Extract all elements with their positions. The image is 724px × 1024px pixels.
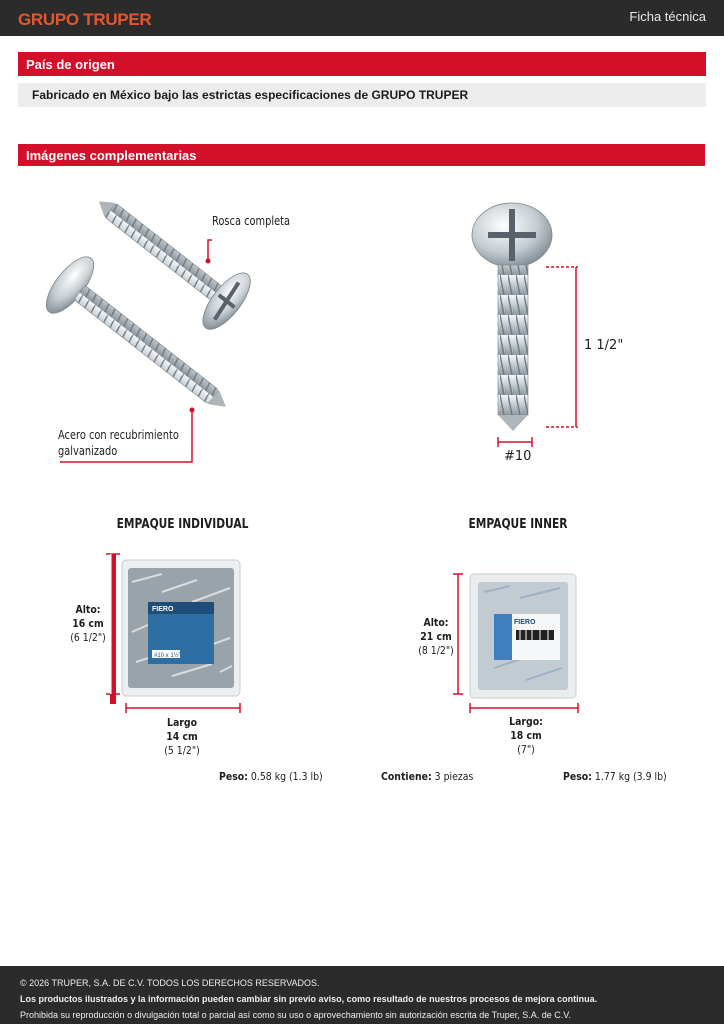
individual-height-block	[64, 603, 112, 645]
images-section-title: Imágenes complementarias	[26, 147, 197, 163]
individual-length-cm: 14 cm	[166, 730, 198, 743]
footer-copyright: © 2026 TRUPER, S.A. DE C.V. TODOS LOS DERECHOS RESERVADOS.	[20, 978, 320, 988]
screw-dimension-illustration	[460, 195, 600, 455]
inner-length-block	[501, 715, 552, 757]
inner-contains	[381, 770, 473, 783]
origin-text: Fabricado en México bajo las estrictas especificaciones de GRUPO TRUPER	[32, 88, 469, 102]
origin-section-header	[18, 52, 706, 76]
images-section-header	[18, 144, 705, 166]
inner-weight-value: 1.77 kg (3.9 lb)	[594, 770, 667, 783]
individual-length-block	[157, 716, 208, 758]
individual-package-bag	[102, 552, 247, 722]
inner-length-cm: 18 cm	[510, 729, 542, 742]
coating-callout-line2: galvanizado	[58, 444, 118, 458]
length-dimension-label: 1 1/2"	[584, 338, 624, 353]
thread-callout: Rosca completa	[212, 214, 291, 228]
footer	[0, 966, 724, 1024]
inner-contains-value: 3 piezas	[434, 770, 474, 783]
footer-prohibition: Prohibida su reproducción o divulgación total o parcial así como su uso o aprovechamiento sin autorización escrita de Truper, S.A. de C.V.	[20, 1010, 571, 1020]
origin-section-title: País de origen	[26, 56, 115, 72]
inner-contains-label: Contiene:	[381, 770, 432, 783]
inner-length-label: Largo:	[509, 715, 543, 728]
individual-length-in: (5 1/2")	[164, 744, 200, 757]
document-type-label: Ficha técnica	[629, 9, 706, 24]
individual-height-in: (6 1/2")	[70, 631, 106, 644]
gauge-dimension-label: #10	[504, 449, 532, 464]
individual-bag-brand: FIERO	[152, 606, 174, 613]
inner-package-title: EMPAQUE INNER	[468, 517, 568, 532]
coating-callout-line1: Acero con recubrimiento	[58, 428, 179, 442]
inner-height-in: (8 1/2")	[418, 644, 454, 657]
inner-package-bag	[450, 568, 590, 718]
inner-height-cm: 21 cm	[420, 630, 452, 643]
inner-length-in: (7")	[517, 743, 535, 756]
brand-logo: GRUPO TRUPER	[18, 10, 152, 29]
footer-disclaimer: Los productos ilustrados y la información pueden cambiar sin previo aviso, como resultado de nuestros procesos de mejora continua.	[20, 994, 598, 1004]
individual-height-cm: 16 cm	[72, 617, 104, 630]
individual-length-label: Largo	[166, 716, 197, 729]
inner-weight	[563, 770, 667, 783]
individual-height-label: Alto:	[75, 603, 101, 616]
front-screw	[38, 250, 247, 434]
individual-weight-label: Peso:	[219, 770, 248, 783]
inner-bag-brand: FIERO	[514, 619, 536, 626]
individual-bag-size: #10 x 1½"	[154, 653, 181, 659]
individual-weight-value: 0.58 kg (1.3 lb)	[250, 770, 323, 783]
individual-weight	[219, 770, 323, 783]
origin-row	[18, 83, 706, 107]
inner-height-label: Alto:	[423, 616, 449, 629]
top-bar	[0, 0, 724, 36]
individual-package-title: EMPAQUE INDIVIDUAL	[116, 517, 249, 532]
inner-height-block	[412, 616, 460, 658]
inner-weight-label: Peso:	[563, 770, 592, 783]
